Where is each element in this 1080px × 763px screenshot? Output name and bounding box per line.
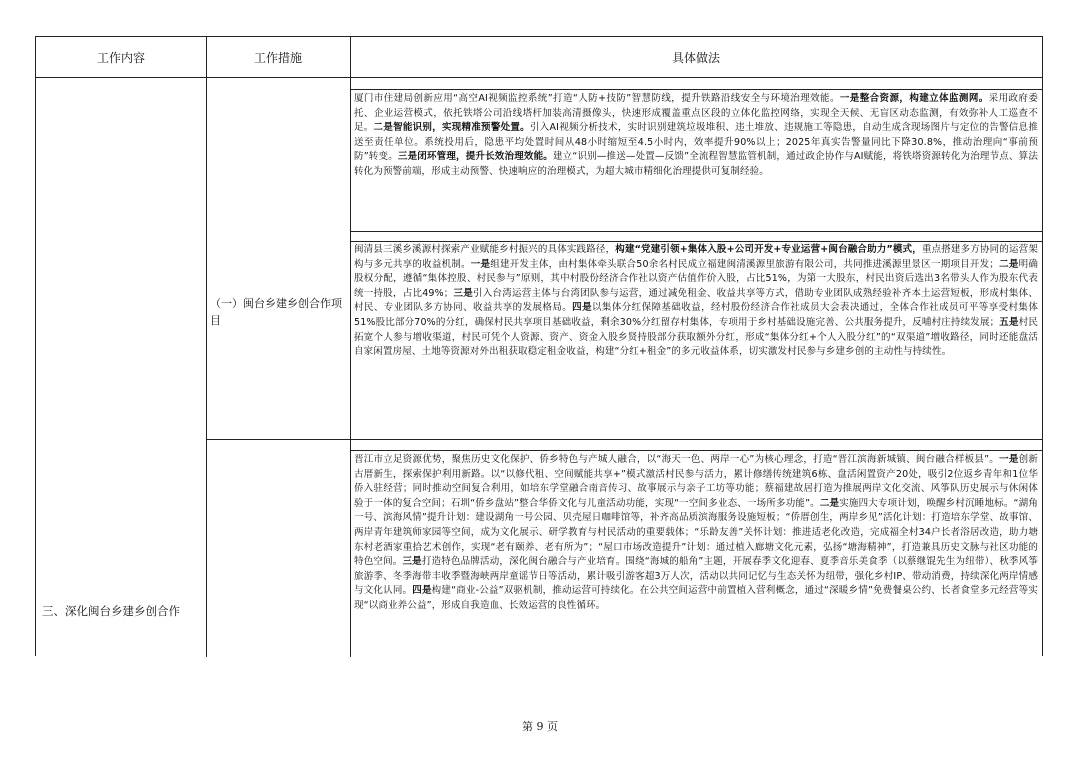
bold-text-run: 二是 [819, 497, 840, 509]
work-table [35, 36, 1043, 656]
row1-bottom-rule [350, 231, 1042, 232]
bold-text-run: 一是整合资源，构建立体监测网。 [839, 93, 989, 104]
measure-item-1: （一）闽台乡建乡创合作项目 [210, 297, 342, 327]
text-run: 创新古厝新生，探索保护利用新路。以“以修代租、空间赋能共享+”模式激活村民参与活力，累计修缮传统建筑6栋、盘活闲置资产20处，吸引2位返乡青年和1位华侨入驻经营；同时推动空间复合利用，如培东学堂融合南音传习、故事展示与亲子工坊等功能；蔡福建故居打造为推展两岸文化交流、风筝队历史展示与休闲体验于一体的复合空间；石圳“侨乡盘站”整合华侨文化与儿童活动功能，实现“一空间多业态、一场所多功能”。 [354, 454, 1038, 509]
bold-text-run: 四是 [412, 585, 432, 597]
category-label: 三、深化闽台乡建乡创合作 [42, 604, 180, 618]
row2-bottom-rule [350, 439, 1042, 440]
text-run: 重点搭建多方协同的运营架构与多元共享的收益机制。 [354, 244, 1038, 270]
row2-top-rule [350, 241, 1042, 242]
text-run: 采用政府委托、企业运营模式，依托铁塔公司沿线塔杆加装高清摄像头，快速形成覆盖重点区段的立体化监控网络，实现全天候、无盲区动态监测，有效弥补人工巡查不足。 [354, 93, 1038, 134]
bold-text-run: 三是 [402, 556, 422, 568]
col-divider-1 [206, 37, 207, 657]
header-content: 工作内容 [96, 50, 145, 65]
text-run: 闽清县三溪乡溪源村探索产业赋能乡村振兴的具体实践路径， [354, 244, 616, 255]
bold-text-run: 二是 [999, 258, 1019, 270]
text-run: 构建“商业-公益”双驱机制，推动运营可持续化。在公共空间运营中前置植入营利概念，通过“深暖乡情”免费餐桌公约、长者食堂多元经营等实现“以商业养公益”，形成自我造血、长效运营的良性循环。 [354, 585, 1038, 611]
text-run: 组建开发主体，由村集体牵头联合50余名村民成立福建闽清溪源里旅游有限公司，共同推进溪源里景区一期项目开发； [490, 258, 1000, 270]
text-run: 实施四大专项计划，唤醒乡村沉睡地标。“湖角一号、滨海风情”提升计划：建设湖角一号公园、贝壳屋日咖啡馆等，补齐高品质滨海服务设施短板；“侨厝创生，两岸乡见”活化计划：打造培东学堂、故事馆、两岸青年建筑师家园等空间，成为文化展示、研学教育与村民活动的重要载体；“乐龄友善”关怀计划：推进适老化改造，完成福全村34户长者浴居改造，助力塘东村老酒家重拾艺术创作，实现“老有颐养、老有所为”；“屋口市场改造提升”计划：通过植入廊塘文化元素，弘扬“塘海精神”，打造兼具历史文脉与社区功能的特色空间。 [354, 497, 1038, 568]
header-practice: 具体做法 [671, 50, 720, 65]
col-divider-2 [350, 37, 351, 657]
text-run: 晋江市立足资源优势，聚焦历史文化保护、侨乡特色与产城人融合，以“海天一色、两岸一心”为核心理念，打造“晋江滨海新城镇、闽台融合样板县”。 [354, 454, 1000, 465]
text-run: 厦门市住建局创新应用“高空AI视频监控系统”打造“人防+技防”智慧防线，提升铁路沿线安全与环境治理效能。 [354, 93, 840, 104]
bold-text-run: 三是闭环管理，提升长效治理效能。 [397, 151, 553, 163]
header-divider [36, 77, 1042, 78]
text-run: 引入AI视频分析技术，实时识别建筑垃圾堆积、违土堆放、违规施工等隐患，自动生成含现场图片与定位的告警信息推送至责任单位。系统投用后，隐患平均处置时间从48小时缩短至4.5小时内，效率提升90%以上；2025年真实告警量同比下降30.8%，推动治理向“事前预防”转变。 [354, 122, 1038, 163]
bold-text-run: 一是 [470, 258, 491, 270]
header-measures: 工作措施 [253, 50, 302, 65]
bold-text-run: 三是 [453, 287, 474, 299]
text-run: 明确股权分配，遵循“集体控股、村民参与”原则，其中村股份经济合作社以资产估值作价入股，占比51%，为第一大股东，村民出资后选出3名带头人作为股东代表统一持股，占比49%； [354, 258, 1038, 299]
bold-text-run: 一是 [999, 454, 1019, 465]
text-run: 引入台湾运营主体与台湾团队参与运营，通过减免租金、收益共享等方式，借助专业团队成熟经验补齐本土运营短板，形成村集体、村民、专业团队多方协同、收益共享的发展格局。 [354, 287, 1039, 314]
text-run: 以集体分红保障基础收益，经村股份经济合作社成员大会表决通过，全体合作社成员可平等享受村集体51%股比部分70%的分红，确保村民共享项目基础收益，剩余30%分红留存村集体，专项用于乡村基础设施完善、公共服务提升，反哺村庄持续发展； [354, 302, 1038, 328]
practice-row-3 [354, 453, 1038, 656]
text-run: 打造特色品牌活动，深化闽台融合与产业培育。围绕“海城的船角”主题，开展春季文化迎春、夏季音乐美食季（以蔡继馄先生为纽带）、秋季风筝旅游季、冬季海带丰收季暨海峡两岸童谣节日等活动，累计吸引游客超3万人次，活动以共同记忆与生态关怀为纽带，强化乡村IP、带动消费，持续深化两岸情感与文化认同。 [354, 556, 1038, 597]
measure-divider [206, 439, 350, 440]
text-run: 村民拓宽个人参与增收渠道，村民可凭个人资源、资产、资金入股乡贤持股部分获取额外分红，形成“集体分红+个人入股分红”的“双渠道”增收路径，同时还能盘活自家闲置房屋、土地等资源对外出租获取稳定租金收益，构建“分红+租金”的多元收益体系，切实激发村民参与乡建乡创的主动性与持续性。 [354, 316, 1038, 358]
row3-top-rule [350, 450, 1042, 451]
bold-text-run: 四是 [572, 302, 593, 314]
bold-text-run: 二是智能识别，实现精准预警处置。 [373, 122, 530, 134]
practice-row-1 [354, 92, 1038, 180]
bold-text-run: 构建“党建引领+集体入股+公司开发+专业运营+闽台融合助力”模式， [615, 244, 922, 255]
row1-top-rule [350, 89, 1042, 90]
text-run: 建立“识别—推送—处置—反馈”全流程智慧监管机制，通过政企协作与AI赋能，将铁塔资源转化为治理节点、算法转化为预警前端，形成主动预警、快速响应的治理模式，为超大城市精细化治理提供可复制经验。 [354, 151, 1039, 177]
page-number: 第 9 页 [522, 720, 558, 733]
practice-row-2 [354, 243, 1038, 360]
bold-text-run: 五是 [999, 316, 1019, 328]
